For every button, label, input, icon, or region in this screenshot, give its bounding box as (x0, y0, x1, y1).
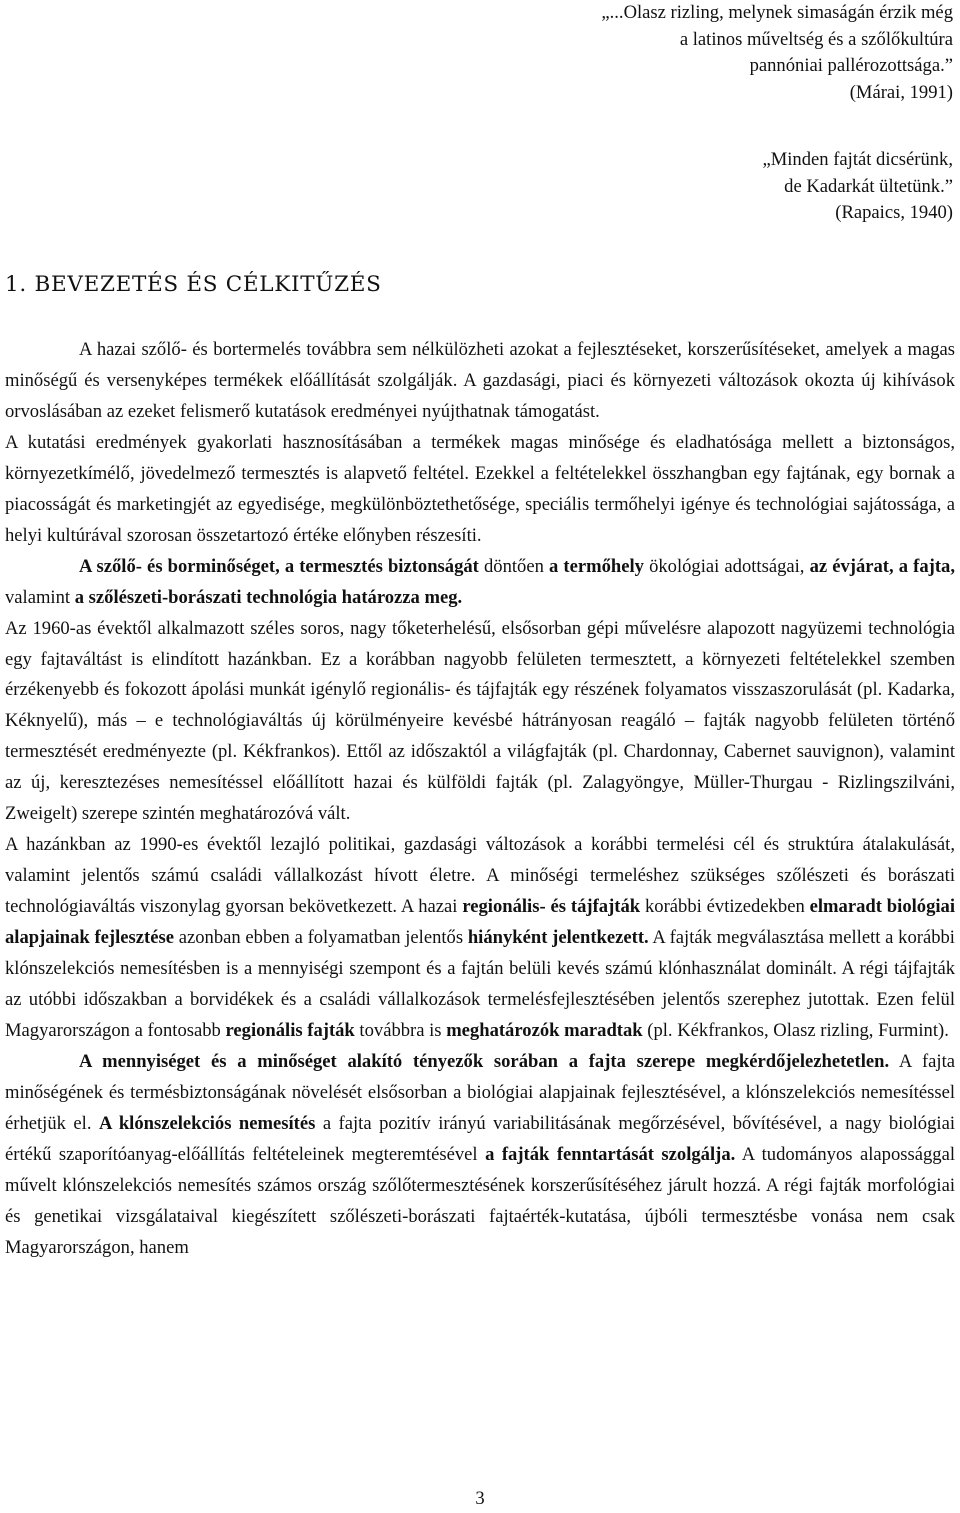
text-run: továbbra is (354, 1019, 447, 1041)
bold-text: hiányként jelentkezett. (467, 927, 649, 949)
bold-text: az évjárat, a fajta, (809, 555, 955, 577)
bold-text: meghatározók maradtak (446, 1019, 643, 1041)
epigraph-citation: (Rapaics, 1940) (835, 202, 953, 224)
text-run: korábbi évtizedekben (640, 896, 810, 918)
text-run: A fajták megválasztása mellett a korábbi klónszelekciós nemesítésben is a mennyiségi szempont és a fajtán belüli kevés számú klónhasználat dominált. A régi tájfajták az utóbbi időszakban a borvidékek és a családi vállalkozások termelésfejlesztésében jelentős szerephez jutottak. Ezen felül Magyarországon a fontosabb (5, 927, 955, 1041)
text-run: (pl. Kékfrankos, Olasz rizling, Furmint). (642, 1019, 949, 1041)
paragraph (5, 552, 955, 614)
bold-text: elmaradt biológiai alapjainak fejlesztése (5, 896, 956, 949)
text-run: A hazai szőlő- és bortermelés továbbra sem nélkülözheti azokat a fejlesztéseket, korszerűsítéseket, amelyek a magas minőségű és versenyképes termékek előállítását szolgálják. A gazdasági, piaci és környezeti változások okozta új kihívások orvoslásában az ezeket felismerő kutatások eredményei nyújthatnak támogatást. (5, 339, 955, 422)
text-run: A tudományos alapossággal művelt klónszelekciós nemesítés számos ország szőlőtermesztésének korszerűsítéséhez járult hozzá. A régi fajták morfológiai és genetikai vizsgálataival kiegészített szőlészeti-borászati fajtaérték-kutatása, újbóli termesztésbe vonása nem csak Magyarországon, hanem (5, 1143, 955, 1258)
epigraph-citation: (Márai, 1991) (849, 82, 953, 104)
bold-text: a szőlészeti-borászati technológia határozza meg. (74, 586, 463, 608)
text-run: Az 1960-as évektől alkalmazott széles soros, nagy tőketerhelésű, elsősorban gépi művelésre alapozott nagyüzemi technológia egy fajtaváltást is elindított hazánkban. Ez a korábban nagyobb felületen termesztett, a környezeti feltételekkel szemben érzékenyebb és fokozott ápolási munkát igénylő regionális- és tájfajták egy részének folyamatos visszaszorulását (pl. Kadarka, Kéknyelű), más – e technológiaváltás új körülményeire kevésbé hátrányosan reagáló – fajták nagyobb felületen történő termesztését eredményezte (pl. Kékfrankos). Ettől az időszaktól a világfajták (pl. Chardonnay, Cabernet sauvignon), valamint az új, keresztezéses nemesítéssel előállított hazai és külföldi fajták (pl. Zalagyöngye, Müller-Thurgau - Rizlingszilváni, Zweigelt) szerepe szintén meghatározóvá vált. (5, 617, 955, 825)
paragraph (5, 335, 955, 428)
text-run: döntően (478, 555, 549, 577)
epigraph-rapaics (762, 147, 953, 227)
paragraph (5, 1047, 955, 1264)
text-run: A fajta minőségének és termésbiztonságának növelését elsősorban a biológiai alapjainak fejlesztésével, a klónszelekciós nemesítéssel érhetjük el. (5, 1050, 955, 1134)
epigraph-line: „...Olasz rizling, melynek simaságán érzik még (601, 2, 953, 23)
epigraph-line: „Minden fajtát dicsérünk, (762, 149, 953, 170)
bold-text: A klónszelekciós nemesítés (98, 1112, 316, 1134)
paragraph (5, 428, 955, 552)
epigraph-line: de Kadarkát ültetünk.” (784, 175, 953, 197)
epigraph-line: pannóniai pallérozottsága.” (749, 55, 953, 77)
body-text (5, 335, 955, 1264)
text-run: A hazánkban az 1990-es évektől lezajló politikai, gazdasági változások a korábbi termelési cél és struktúra átalakulását, valamint jelentős számú családi vállalkozást hívott életre. A minőségi termeléshez szükséges szőlészeti és borászati technológiaváltás viszonylag gyorsan bekövetkezett. A hazai (5, 834, 955, 918)
bold-text: a fajták fenntartását szolgálja. (485, 1143, 736, 1165)
bold-text: A szőlő- és borminőséget, a termesztés biztonságát (79, 555, 479, 577)
text-run: A kutatási eredmények gyakorlati hasznosításában a termékek magas minősége és eladhatósága mellett a biztonságos, környezetkímélő, jövedelmező termesztés is alapvető feltétel. Ezekkel a feltételekkel összhangban egy fajtának, egy bornak a piacosságát és marketingjét az egyedisége, megkülönböztethetősége, speciális termőhelyi igénye és technológiai sajátossága, a helyi kultúrával szorosan összetartozó értéke előnyben részesíti. (5, 431, 955, 546)
paragraph (5, 830, 955, 1047)
text-run: valamint (5, 586, 75, 608)
section-heading: 1. BEVEZETÉS ÉS CÉLKITŰZÉS (5, 272, 382, 297)
bold-text: a termőhely (549, 555, 644, 577)
epigraph-line: a latinos műveltség és a szőlőkultúra (679, 28, 953, 50)
text-run: a fajta pozitív irányú variabilitásának megőrzésével, bővítésével, a nagy biológiai értékű szaporítóanyag-előállítás feltételeinek megteremtésével (5, 1112, 955, 1165)
bold-text: A mennyiséget és a minőséget alakító tényezők sorában a fajta szerepe megkérdőjelezhetetlen. (79, 1050, 890, 1072)
epigraph-marai (601, 0, 953, 107)
text-run: ökológiai adottságai, (643, 555, 810, 577)
paragraph (5, 614, 955, 831)
bold-text: regionális- és tájfajták (462, 896, 641, 918)
text-run: azonban ebben a folyamatban jelentős (173, 927, 468, 949)
page-number: 3 (475, 1488, 485, 1509)
bold-text: regionális fajták (225, 1019, 355, 1041)
